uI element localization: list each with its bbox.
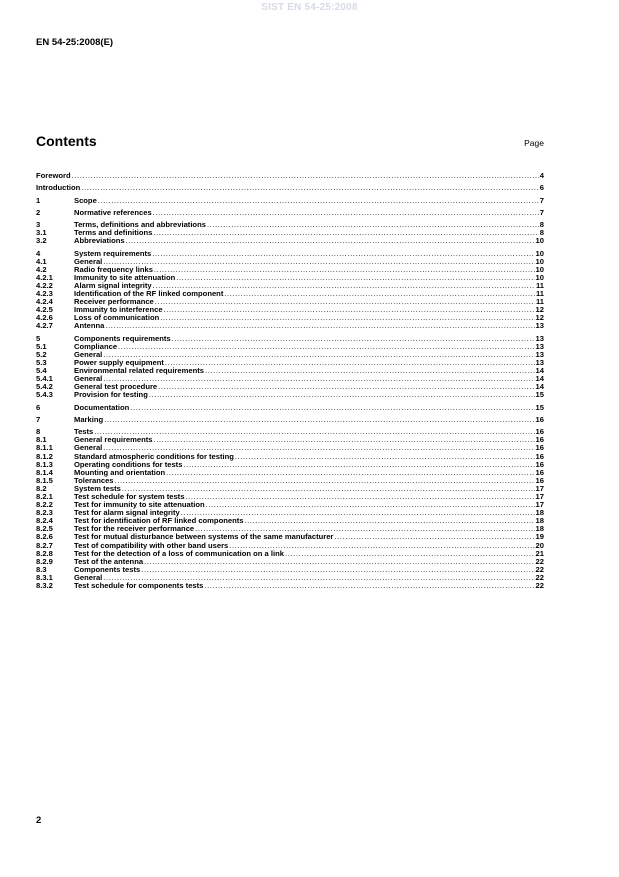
toc-entry[interactable]: [36, 404, 544, 412]
toc-entry-title: Introduction: [36, 183, 81, 193]
toc-entry-page: 13: [535, 341, 544, 351]
toc-dot-leader: [153, 209, 539, 217]
toc-entry-title: Terms, definitions and abbreviations: [74, 220, 206, 230]
toc-dot-leader: [176, 274, 534, 282]
toc-dot-leader: [103, 375, 534, 383]
toc-entry-title: Provision for testing: [74, 390, 148, 400]
toc-entry-page: 10: [535, 236, 544, 246]
toc-entry-number: 4.1: [36, 256, 47, 266]
toc-entry-title: Immunity to site attenuation: [74, 272, 176, 282]
toc-entry[interactable]: [36, 582, 544, 590]
toc-entry-number: 5.4.3: [36, 390, 53, 400]
toc-dot-leader: [285, 550, 535, 558]
toc-entry-page: 8: [539, 228, 544, 238]
toc-entry[interactable]: [36, 314, 544, 322]
toc-dot-leader: [130, 404, 534, 412]
toc-entry-title: Test of compatibility with other band users: [74, 540, 229, 550]
toc-entry-page: 14: [535, 382, 544, 392]
toc-entry-title: Standard atmospheric conditions for testing: [74, 451, 234, 461]
toc-dot-leader: [149, 391, 535, 399]
toc-entry[interactable]: [36, 237, 544, 245]
toc-entry-page: 16: [535, 435, 544, 445]
toc-entry-title: Tests: [74, 427, 94, 437]
toc-entry-page: 16: [535, 459, 544, 469]
toc-entry-page: 16: [535, 414, 544, 424]
toc-entry-title: Normative references: [74, 207, 152, 217]
toc-dot-leader: [154, 436, 535, 444]
toc-dot-leader: [98, 197, 539, 205]
toc-entry-number: 8.2.2: [36, 500, 53, 510]
toc-entry-page: 17: [535, 491, 544, 501]
toc-dot-leader: [141, 566, 534, 574]
toc-entry-page: 22: [535, 564, 544, 574]
toc-entry-title: Test of the antenna: [74, 556, 144, 566]
toc-entry-number: 3.2: [36, 236, 47, 246]
toc-entry-number: 8.2.1: [36, 491, 53, 501]
toc-entry-page: 10: [535, 256, 544, 266]
toc-dot-leader: [72, 172, 539, 180]
toc-dot-leader: [224, 290, 535, 298]
toc-entry-title: General test procedure: [74, 382, 158, 392]
toc-entry-number: 8.1.3: [36, 459, 53, 469]
toc-entry-number: 5: [36, 333, 41, 343]
toc-entry[interactable]: [36, 250, 544, 258]
toc-entry-page: 12: [535, 313, 544, 323]
toc-entry[interactable]: [36, 391, 544, 399]
toc-entry[interactable]: [36, 367, 544, 375]
toc-entry[interactable]: [36, 322, 544, 330]
toc-entry-number: 4: [36, 248, 41, 258]
toc-entry-page: 8: [539, 220, 544, 230]
toc-entry-number: 5.3: [36, 358, 47, 367]
toc-entry-title: General: [74, 349, 103, 359]
toc-entry-page: 14: [535, 374, 544, 384]
toc-entry-page: 13: [535, 321, 544, 331]
toc-dot-leader: [103, 258, 534, 266]
toc-entry-number: 8.1.4: [36, 467, 53, 477]
toc-entry-page: 18: [535, 524, 544, 534]
toc-entry-page: 11: [535, 289, 544, 299]
toc-entry-number: 8.2.4: [36, 516, 53, 526]
toc-entry-number: 2: [36, 207, 41, 217]
toc-dot-leader: [115, 477, 535, 485]
toc-entry-number: 4.2.6: [36, 313, 53, 323]
toc-entry-page: 11: [535, 297, 544, 307]
toc-entry-page: 10: [535, 264, 544, 274]
toc-dot-leader: [206, 501, 535, 509]
toc-entry-page: 18: [535, 508, 544, 518]
toc-entry-number: 1: [36, 195, 41, 205]
page-column-label: Page: [524, 138, 544, 148]
toc-entry[interactable]: [36, 172, 544, 180]
toc-entry[interactable]: [36, 566, 544, 574]
toc-entry-number: 3: [36, 220, 41, 230]
toc-dot-leader: [81, 184, 538, 192]
toc-entry-page: 20: [535, 540, 544, 550]
toc-entry-title: Test for alarm signal integrity: [74, 508, 180, 518]
toc-dot-leader: [154, 266, 535, 274]
toc-entry-number: 4.2: [36, 264, 47, 274]
toc-entry-number: 5.2: [36, 349, 47, 359]
toc-dot-leader: [244, 517, 534, 525]
toc-entry-number: 5.4.2: [36, 382, 53, 392]
toc-entry-title: System requirements: [74, 248, 152, 258]
toc-dot-leader: [172, 335, 535, 343]
toc-entry[interactable]: [36, 416, 544, 424]
toc-dot-leader: [166, 469, 534, 477]
toc-entry-number: 8.2.9: [36, 556, 53, 566]
toc-entry-number: 4.2.7: [36, 321, 53, 331]
toc-dot-leader: [185, 493, 534, 501]
toc-entry-number: 4.2.5: [36, 305, 53, 315]
toc-entry-page: 22: [535, 572, 544, 582]
toc-entry-number: 8.2: [36, 483, 47, 493]
toc-entry-title: General requirements: [74, 435, 153, 445]
toc-entry-title: Test for the detection of a loss of communication on a link: [74, 548, 284, 558]
toc-entry-page: 15: [535, 390, 544, 400]
toc-entry-title: Identification of the RF linked component: [74, 289, 224, 299]
toc-entry-page: 15: [535, 402, 544, 412]
toc-dot-leader: [165, 359, 535, 367]
toc-entry-title: General: [74, 256, 103, 266]
table-of-contents: [36, 172, 544, 590]
toc-entry-number: 8.1.2: [36, 451, 53, 461]
toc-entry-title: Test for identification of RF linked components: [74, 516, 244, 526]
toc-entry-title: General: [74, 374, 103, 384]
toc-entry-number: 4.2.3: [36, 289, 53, 299]
toc-entry-title: Test schedule for system tests: [74, 491, 185, 501]
toc-dot-leader: [207, 221, 539, 229]
toc-entry[interactable]: [36, 436, 544, 444]
toc-dot-leader: [205, 367, 535, 375]
toc-entry-number: 8.3: [36, 564, 47, 574]
toc-entry-page: 7: [539, 195, 544, 205]
toc-entry-number: 8.1: [36, 435, 47, 445]
toc-dot-leader: [158, 383, 534, 391]
toc-entry[interactable]: [36, 209, 544, 217]
toc-dot-leader: [103, 351, 534, 359]
toc-entry-number: 5.1: [36, 341, 47, 351]
toc-entry-number: 8.1.1: [36, 443, 53, 453]
toc-entry-page: 19: [535, 532, 544, 542]
toc-dot-leader: [183, 461, 534, 469]
toc-entry-title: General: [74, 572, 103, 582]
toc-entry-page: 10: [535, 272, 544, 282]
toc-dot-leader: [164, 306, 535, 314]
toc-entry-number: 8.2.7: [36, 540, 53, 550]
toc-entry-page: 16: [535, 467, 544, 477]
toc-entry-page: 22: [535, 581, 544, 590]
toc-entry[interactable]: [36, 184, 544, 192]
toc-entry-title: Compliance: [74, 341, 118, 351]
toc-entry-page: 13: [535, 358, 544, 367]
toc-dot-leader: [160, 314, 534, 322]
toc-entry[interactable]: [36, 343, 544, 351]
toc-entry-title: Receiver performance: [74, 297, 154, 307]
toc-dot-leader: [235, 453, 535, 461]
toc-dot-leader: [144, 558, 534, 566]
toc-entry-title: Marking: [74, 414, 104, 424]
toc-entry-title: Operating conditions for tests: [74, 459, 183, 469]
toc-entry-page: 7: [539, 207, 544, 217]
toc-entry-title: Abbreviations: [74, 236, 125, 246]
page-number: 2: [36, 815, 42, 826]
toc-entry-number: 8.2.6: [36, 532, 53, 542]
toc-entry-number: 8.2.8: [36, 548, 53, 558]
toc-entry-number: 5.4: [36, 366, 47, 376]
toc-entry-page: 6: [539, 183, 544, 193]
toc-dot-leader: [153, 229, 538, 237]
toc-entry-page: 10: [535, 248, 544, 258]
toc-entry-title: Test for mutual disturbance between systems of the same manufacturer: [74, 532, 334, 542]
toc-entry-number: 8: [36, 427, 41, 437]
toc-entry-title: Environmental related requirements: [74, 366, 204, 376]
toc-entry-page: 17: [535, 483, 544, 493]
watermark: SIST EN 54-25:2008: [261, 2, 358, 13]
page-title: Contents: [36, 133, 97, 149]
toc-entry-page: 12: [535, 305, 544, 315]
toc-entry-number: 4.2.1: [36, 272, 53, 282]
toc-entry[interactable]: [36, 197, 544, 205]
toc-entry-title: Components requirements: [74, 333, 171, 343]
toc-entry-title: Loss of communication: [74, 313, 160, 323]
toc-entry-title: Radio frequency links: [74, 264, 153, 274]
toc-dot-leader: [155, 298, 535, 306]
toc-dot-leader: [105, 322, 534, 330]
toc-dot-leader: [118, 343, 535, 351]
toc-entry-title: Documentation: [74, 402, 130, 412]
toc-entry-page: 11: [535, 280, 544, 290]
toc-entry-page: 14: [535, 366, 544, 376]
toc-entry-number: 8.2.3: [36, 508, 53, 518]
toc-entry-page: 16: [535, 451, 544, 461]
toc-dot-leader: [94, 428, 534, 436]
toc-entry-title: Mounting and orientation: [74, 467, 166, 477]
toc-entry-title: Power supply equipment: [74, 358, 164, 367]
toc-entry-title: System tests: [74, 483, 121, 493]
toc-entry-title: Test schedule for components tests: [74, 581, 204, 590]
toc-dot-leader: [152, 250, 534, 258]
toc-entry-number: 8.1.5: [36, 475, 53, 485]
toc-entry-title: Foreword: [36, 171, 71, 180]
toc-entry-number: 4.2.4: [36, 297, 53, 307]
toc-entry-page: 16: [535, 475, 544, 485]
toc-entry-title: Terms and definitions: [74, 228, 153, 238]
toc-entry-page: 21: [535, 548, 544, 558]
toc-entry-number: 5.4.1: [36, 374, 53, 384]
toc-entry-number: 8.3.1: [36, 572, 53, 582]
toc-entry-title: Components tests: [74, 564, 141, 574]
toc-dot-leader: [334, 533, 534, 541]
toc-dot-leader: [104, 416, 534, 424]
toc-entry-page: 22: [535, 556, 544, 566]
toc-entry-number: 6: [36, 402, 41, 412]
toc-entry-number: 8.2.5: [36, 524, 53, 534]
toc-entry-title: Test for immunity to site attenuation: [74, 500, 205, 510]
toc-entry-number: 3.1: [36, 228, 47, 238]
toc-entry-page: 17: [535, 500, 544, 510]
toc-dot-leader: [204, 582, 534, 590]
toc-entry-page: 16: [535, 443, 544, 453]
toc-entry-page: 16: [535, 427, 544, 437]
toc-entry-title: General: [74, 443, 103, 453]
toc-entry-page: 4: [539, 171, 544, 180]
toc-entry-number: 4.2.2: [36, 280, 53, 290]
toc-entry-title: Tolerances: [74, 475, 114, 485]
toc-entry-title: Scope: [74, 195, 97, 205]
toc-entry-title: Immunity to interference: [74, 305, 163, 315]
toc-entry-title: Test for the receiver performance: [74, 524, 195, 534]
toc-entry-number: 7: [36, 414, 41, 424]
toc-entry-page: 13: [535, 349, 544, 359]
toc-entry-title: Alarm signal integrity: [74, 280, 152, 290]
document-id: EN 54-25:2008(E): [36, 37, 114, 48]
toc-dot-leader: [126, 237, 535, 245]
toc-entry-page: 18: [535, 516, 544, 526]
toc-entry-number: 8.3.2: [36, 581, 53, 590]
toc-entry-title: Antenna: [74, 321, 105, 331]
toc-entry-page: 13: [535, 333, 544, 343]
